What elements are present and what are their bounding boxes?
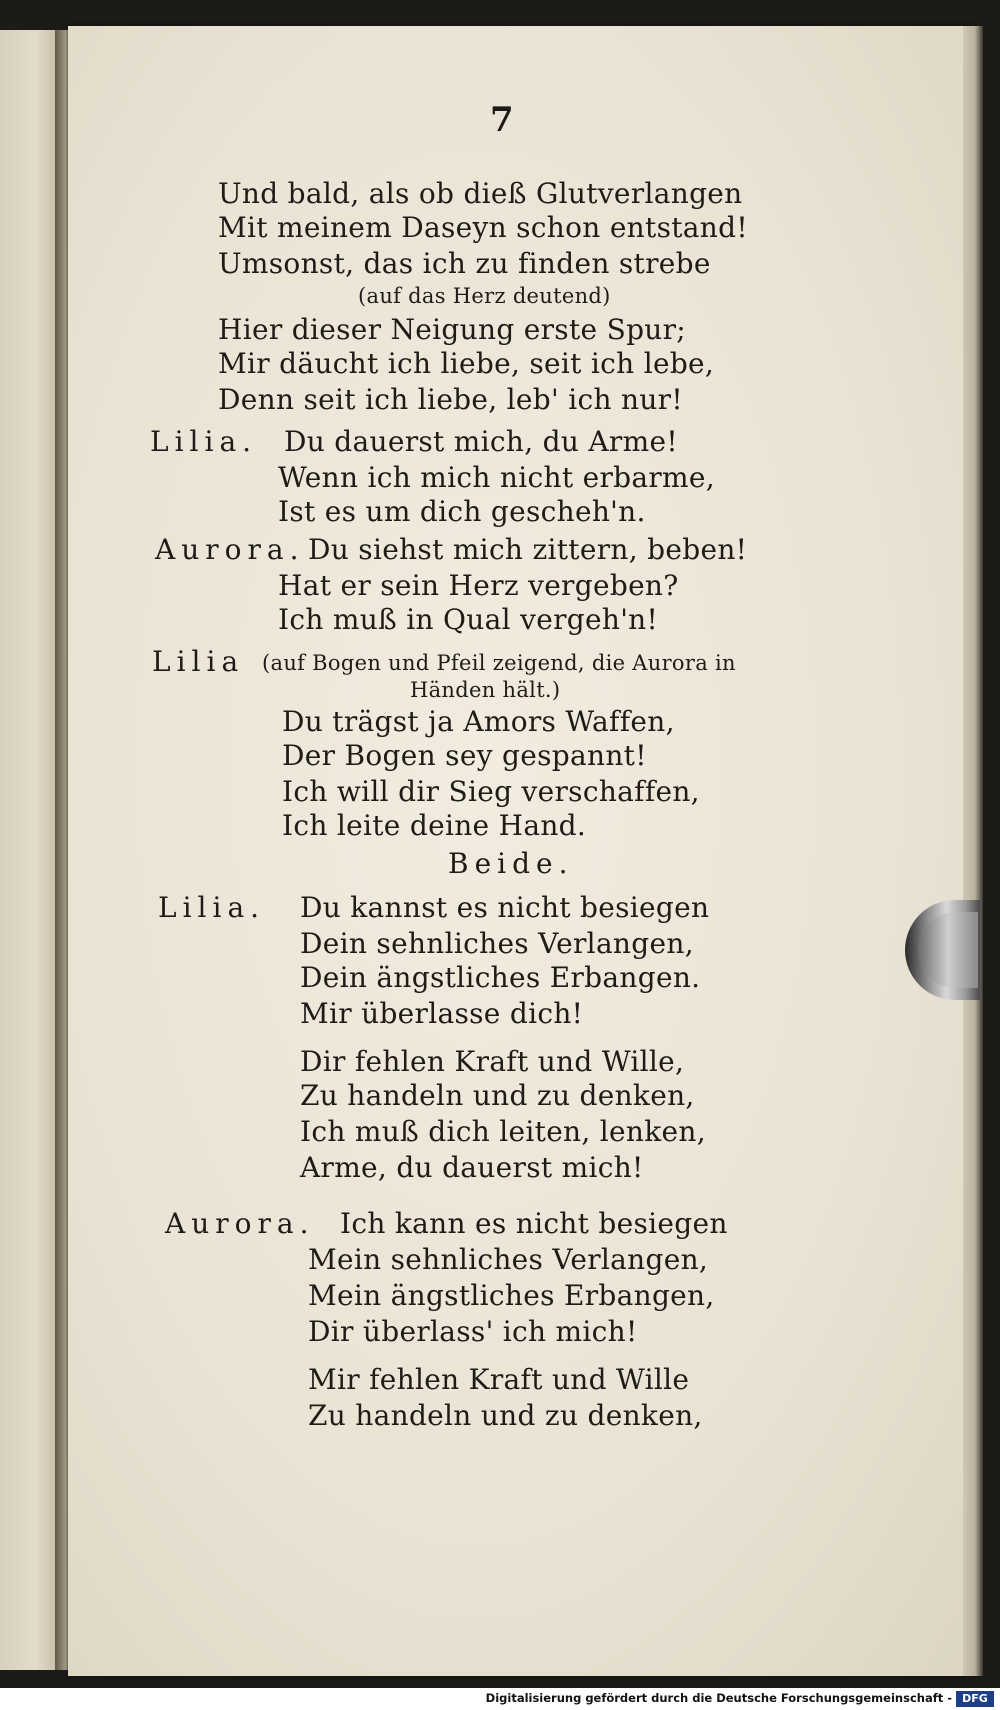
verse-line: Ist es um dich gescheh'n. — [278, 495, 646, 528]
verse-line: Hier dieser Neigung erste Spur; — [218, 313, 687, 346]
verse-line: Dir fehlen Kraft und Wille, — [300, 1045, 685, 1078]
page-number: 7 — [490, 100, 514, 140]
verse-line: Umsonst, das ich zu finden strebe — [218, 247, 711, 280]
verse-line: Du siehst mich zittern, beben! — [308, 533, 748, 566]
speaker-name: Aurora. — [155, 533, 305, 566]
stage-direction: Händen hält.) — [410, 678, 561, 702]
verse-line: Mir däucht ich liebe, seit ich lebe, — [218, 347, 715, 380]
verse-line: Du kannst es nicht besiegen — [300, 891, 710, 924]
verse-line: Und bald, als ob dieß Glutverlangen — [218, 177, 743, 210]
verse-line: Ich kann es nicht besiegen — [340, 1207, 728, 1240]
stage-direction: (auf Bogen und Pfeil zeigend, die Aurora in — [262, 651, 736, 675]
book-left-edge — [0, 30, 60, 1670]
page-right-edge — [963, 26, 983, 1676]
verse-line: Der Bogen sey gespannt! — [282, 739, 647, 772]
verse-line: Hat er sein Herz vergeben? — [278, 569, 679, 602]
verse-line: Mir fehlen Kraft und Wille — [308, 1363, 690, 1396]
verse-line: Mein ängstliches Erbangen, — [308, 1279, 715, 1312]
verse-line: Du dauerst mich, du Arme! — [284, 425, 678, 458]
verse-line: Wenn ich mich nicht erbarme, — [278, 461, 715, 494]
speaker-name: Lilia. — [158, 891, 266, 924]
footer-credit: Digitalisierung gefördert durch die Deutsche Forschungsgemeinschaft - — [485, 1691, 952, 1705]
verse-line: Arme, du dauerst mich! — [300, 1151, 644, 1184]
verse-line: Zu handeln und zu denken, — [308, 1399, 703, 1432]
verse-line: Mir überlasse dich! — [300, 997, 584, 1030]
dfg-logo: DFG — [956, 1691, 994, 1707]
speaker-name: Aurora. — [165, 1207, 315, 1240]
verse-line: Dein ängstliches Erbangen. — [300, 961, 701, 994]
verse-line: Du trägst ja Amors Waffen, — [282, 705, 675, 738]
footer-bar — [0, 1688, 1000, 1710]
verse-line: Ich muß dich leiten, lenken, — [300, 1115, 706, 1148]
stage-direction: (auf das Herz deutend) — [358, 284, 611, 308]
verse-line: Ich muß in Qual vergeh'n! — [278, 603, 659, 636]
verse-line: Zu handeln und zu denken, — [300, 1079, 695, 1112]
verse-line: Mit meinem Daseyn schon entstand! — [218, 211, 748, 244]
speaker-name: Lilia. — [150, 425, 258, 458]
verse-line: Mein sehnliches Verlangen, — [308, 1243, 709, 1276]
verse-line: Denn seit ich liebe, leb' ich nur! — [218, 383, 683, 416]
verse-line: Dir überlass' ich mich! — [308, 1315, 638, 1348]
verse-line: Dein sehnliches Verlangen, — [300, 927, 694, 960]
verse-line: Ich leite deine Hand. — [282, 809, 587, 842]
speaker-name: Beide. — [448, 847, 574, 880]
speaker-name: Lilia — [152, 645, 245, 678]
verse-line: Ich will dir Sieg verschaffen, — [282, 775, 700, 808]
